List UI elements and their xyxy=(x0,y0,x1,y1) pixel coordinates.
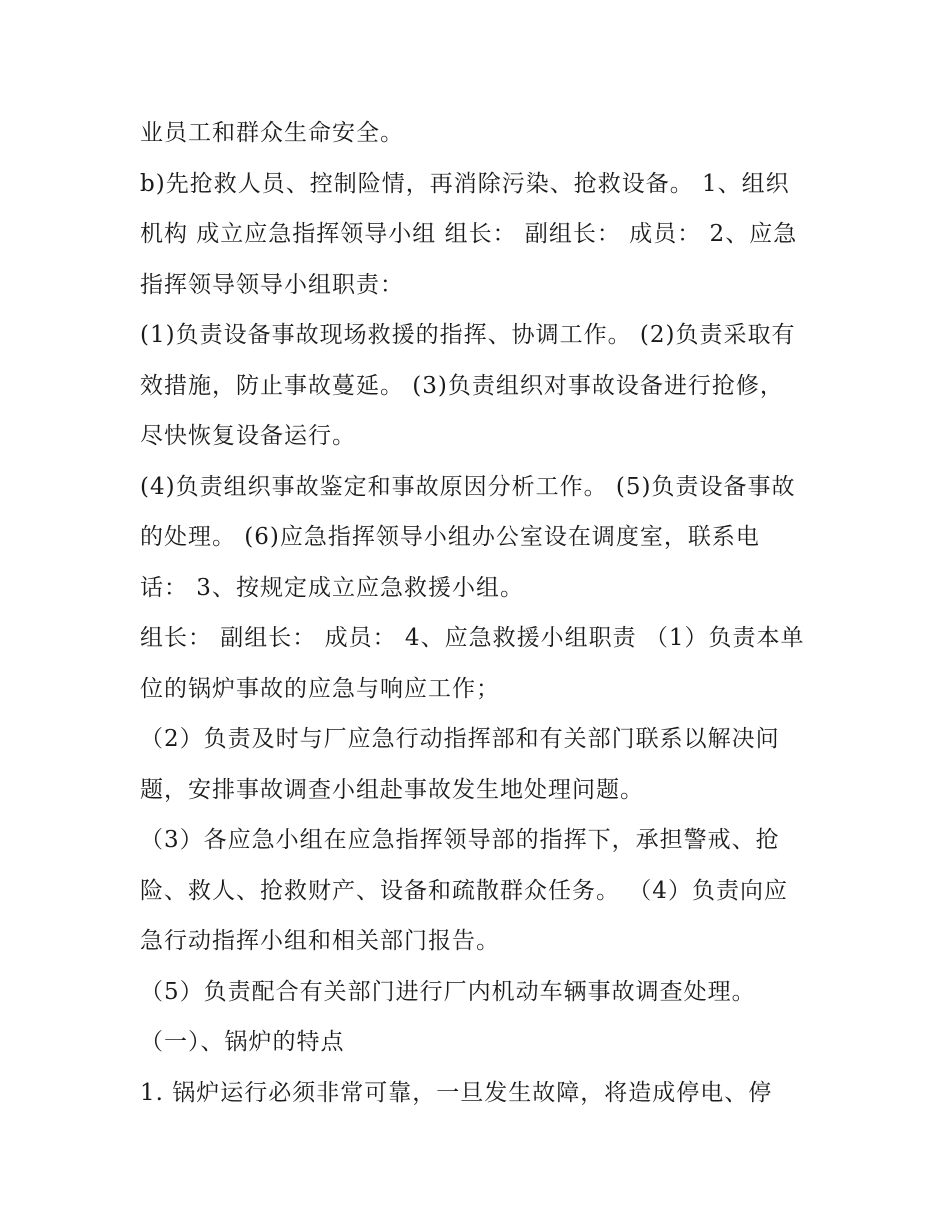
text-line: 险、救人、抢救财产、设备和疏散群众任务。 （4）负责向应 xyxy=(140,877,788,904)
text-line: b)先抢救人员、控制险情，再消除污染、抢救设备。 1、组织 xyxy=(140,170,790,197)
text-line: 机构 成立应急指挥领导小组 组长： 副组长： 成员： 2、应急 xyxy=(140,221,798,247)
text-line: 业员工和群众生命安全。 xyxy=(140,120,404,146)
document-body xyxy=(140,108,820,1118)
text-line: 效措施，防止事故蔓延。 (3)负责组织对事故设备进行抢修， xyxy=(140,372,784,399)
text-line: 话： 3、按规定成立应急救援小组。 xyxy=(140,574,524,601)
text-line: (4)负责组织事故鉴定和事故原因分析工作。 (5)负责设备事故 xyxy=(140,473,796,500)
text-line: （5）负责配合有关部门进行厂内机动车辆事故调查处理。 xyxy=(140,978,756,1005)
text-line: 位的锅炉事故的应急与响应工作； xyxy=(140,675,500,702)
section-heading: （一）、锅炉的特点 xyxy=(140,1029,345,1055)
text-line: 指挥领导领导小组职责： xyxy=(140,271,404,298)
text-line: 组长： 副组长： 成员： 4、应急救援小组职责 （1）负责本单 xyxy=(140,625,805,651)
text-line: 尽快恢复设备运行。 xyxy=(140,423,356,449)
text-line: （3）各应急小组在应急指挥领导部的指挥下，承担警戒、抢 xyxy=(140,827,780,853)
text-line: 题，安排事故调查小组赴事故发生地处理问题。 xyxy=(140,776,644,803)
text-line: （2）负责及时与厂应急行动指挥部和有关部门联系以解决问 xyxy=(140,726,780,752)
text-line: (1)负责设备事故现场救援的指挥、协调工作。 (2)负责采取有 xyxy=(140,322,796,348)
text-line: 的处理。 (6)应急指挥领导小组办公室设在调度室，联系电 xyxy=(140,524,760,550)
text-line: 急行动指挥小组和相关部门报告。 xyxy=(140,928,500,954)
text-line: 1. 锅炉运行必须非常可靠，一旦发生故障，将造成停电、停 xyxy=(140,1079,773,1106)
